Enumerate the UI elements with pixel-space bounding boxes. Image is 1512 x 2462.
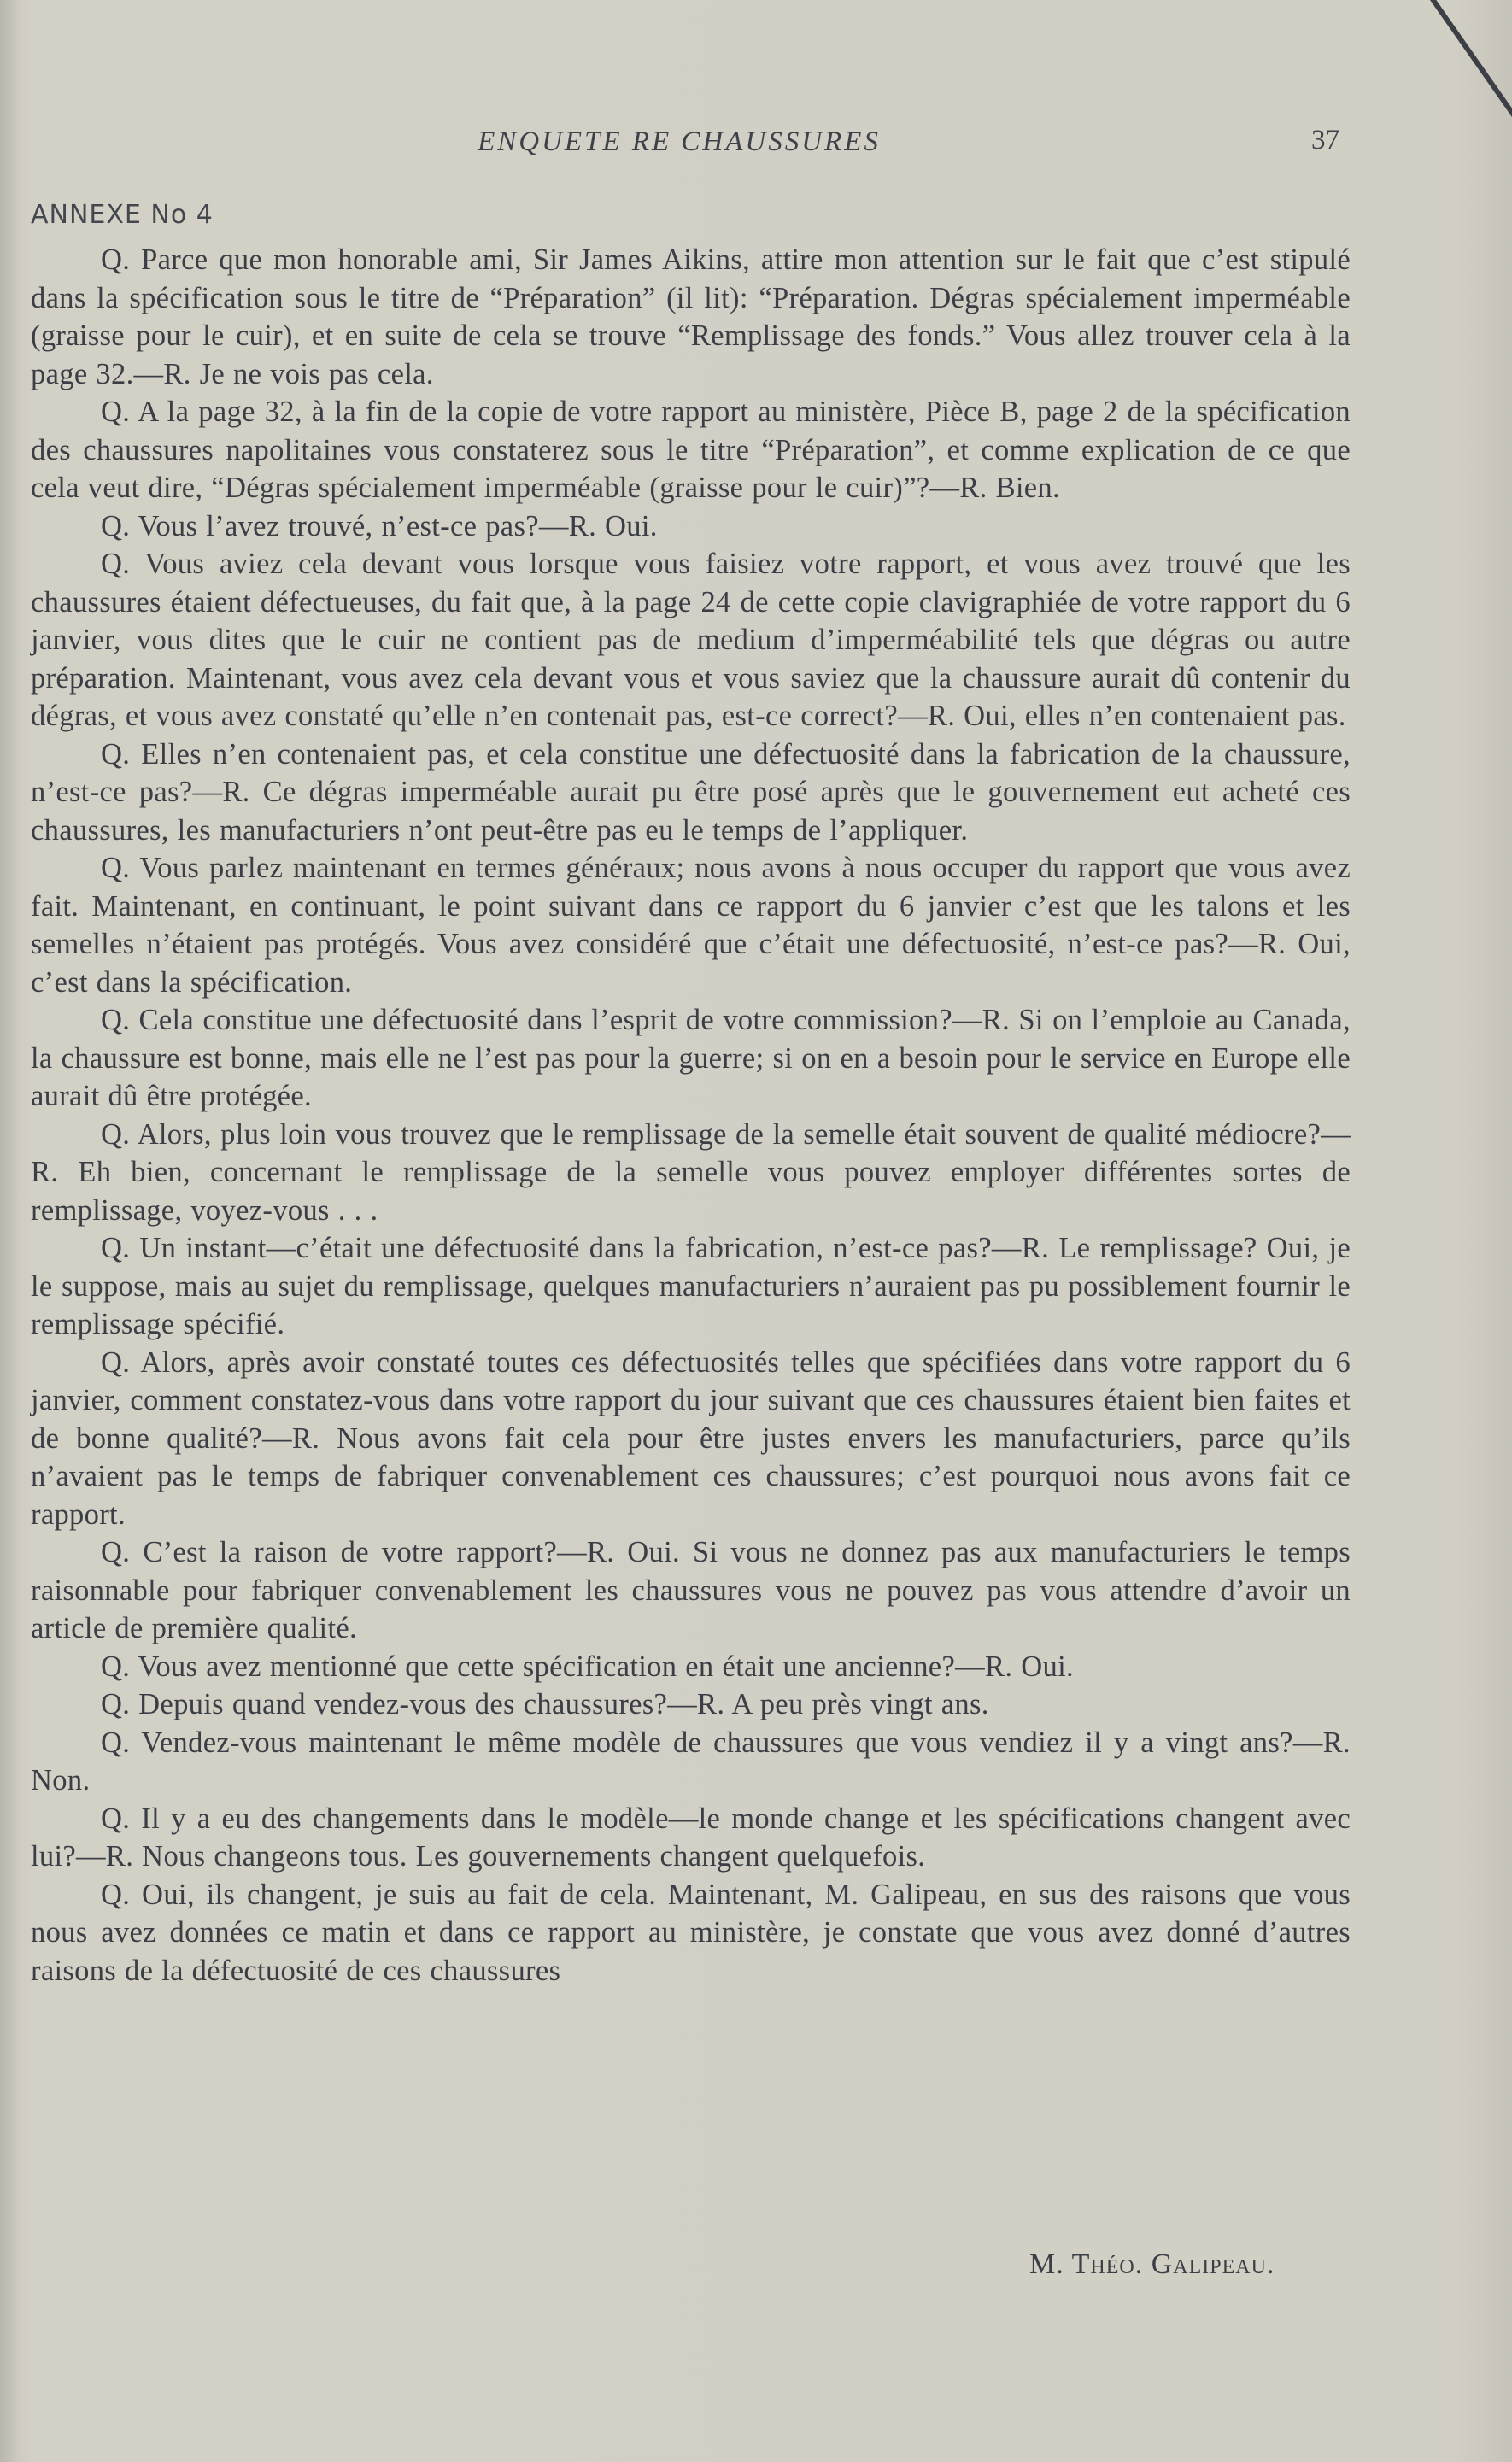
page-fold-mark <box>1418 0 1512 145</box>
paragraph: Q. Vous avez mentionné que cette spécification en était une ancienne?—R. Oui. <box>101 1650 1074 1683</box>
signature: M. Théo. Galipeau. <box>1029 2248 1275 2280</box>
paragraph: Q. Vous parlez maintenant en termes généraux; nous avons à nous occuper du rapport que vous avez fait. Maintenant, en continuant, le point suivant dans ce rapport du 6 janvier c’est que les talons et les semelles n’étaient pas protégés. Vous avez considéré que c’était une défectuosité, n’est-ce pas?—R. Oui, c’est dans la spécification. <box>31 852 1351 999</box>
paragraph: Q. Elles n’en contenaient pas, et cela constitue une défectuosité dans la fabrication de la chaussure, n’est-ce pas?—R. Ce dégras imperméable aurait pu être posé après que le gouvernement eut acheté ces chaussures, les manufacturiers n’ont peut-être pas eu le temps de l’appliquer. <box>31 737 1351 847</box>
paragraph: Q. Vous l’avez trouvé, n’est-ce pas?—R. Oui. <box>101 509 658 542</box>
running-title: ENQUETE RE CHAUSSURES <box>478 126 881 157</box>
body-text <box>31 241 1351 1990</box>
paragraph: Q. Un instant—c’était une défectuosité dans la fabrication, n’est-ce pas?—R. Le remplissage? Oui, je le suppose, mais au sujet du remplissage, quelques manufacturiers n’auraient pas pu possiblement fournir le remplissage spécifié. <box>31 1232 1351 1340</box>
paragraph: Q. Depuis quand vendez-vous des chaussures?—R. A peu près vingt ans. <box>101 1688 989 1720</box>
paragraph: Q. Vendez-vous maintenant le même modèle de chaussures que vous vendiez il y a vingt ans?—R. Non. <box>31 1726 1351 1797</box>
paragraph: Q. Parce que mon honorable ami, Sir James Aikins, attire mon attention sur le fait que c’est stipulé dans la spécification sous le titre de “Préparation” (il lit): “Préparation. Dégras spécialement imperméable (graisse pour le cuir), et en suite de cela se trouve “Remplissage des fonds.” Vous allez trouver cela à la page 32.—R. Je ne vois pas cela. <box>31 243 1351 390</box>
paragraph: Q. A la page 32, à la fin de la copie de votre rapport au ministère, Pièce B, page 2 de la spécification des chaussures napolitaines vous constaterez sous le titre “Préparation”, et comme explication de ce que cela veut dire, “Dégras spécialement imperméable (graisse pour le cuir)”?—R. Bien. <box>31 396 1351 504</box>
page-number: 37 <box>1311 125 1339 155</box>
paragraph: Q. Alors, après avoir constaté toutes ces défectuosités telles que spécifiées dans votre rapport du 6 janvier, comment constatez-vous dans votre rapport du jour suivant que ces chaussures étaient bien faites et de bonne qualité?—R. Nous avons fait cela pour être justes envers les manufacturiers, parce qu’ils n’avaient pas le temps de fabriquer convenablement ces chaussures; c’est pourquoi nous avons fait ce rapport. <box>31 1345 1351 1531</box>
paragraph: Q. Alors, plus loin vous trouvez que le remplissage de la semelle était souvent de qualité médiocre?—R. Eh bien, concernant le remplissage de la semelle vous pouvez employer différentes sortes de remplissage, voyez-vous . . . <box>31 1117 1351 1227</box>
paragraph: Q. C’est la raison de votre rapport?—R. Oui. Si vous ne donnez pas aux manufacturiers le temps raisonnable pour fabriquer convenablement les chaussures vous ne pouvez pas vous attendre d’avoir un article de première qualité. <box>31 1536 1351 1644</box>
paragraph: Q. Vous aviez cela devant vous lorsque vous faisiez votre rapport, et vous avez trouvé que les chaussures étaient défectueuses, du fait que, à la page 24 de cette copie clavigraphiée de votre rapport du 6 janvier, vous dites que le cuir ne contient pas de medium d’imperméabilité tels que dégras ou autre préparation. Maintenant, vous avez cela devant vous et vous saviez que la chaussure aurait dû contenir du dégras, et vous avez constaté qu’elle n’en contenait pas, est-ce correct?—R. Oui, elles n’en contenaient pas. <box>31 548 1351 732</box>
page-left-edge-shadow <box>0 0 19 2462</box>
paragraph: Q. Cela constitue une défectuosité dans l’esprit de votre commission?—R. Si on l’emploie au Canada, la chaussure est bonne, mais elle ne l’est pas pour la guerre; si on en a besoin pour le service en Europe elle aurait dû être protégée. <box>31 1004 1351 1112</box>
paragraph: Q. Oui, ils changent, je suis au fait de cela. Maintenant, M. Galipeau, en sus des raisons que vous nous avez données ce matin et dans ce rapport au ministère, je constate que vous avez donné d’autres raisons de la défectuosité de ces chaussures <box>31 1878 1351 1987</box>
annex-label: ANNEXE No 4 <box>31 200 214 230</box>
paragraph: Q. Il y a eu des changements dans le modèle—le monde change et les spécifications changent avec lui?—R. Nous changeons tous. Les gouvernements changent quelquefois. <box>31 1802 1351 1873</box>
